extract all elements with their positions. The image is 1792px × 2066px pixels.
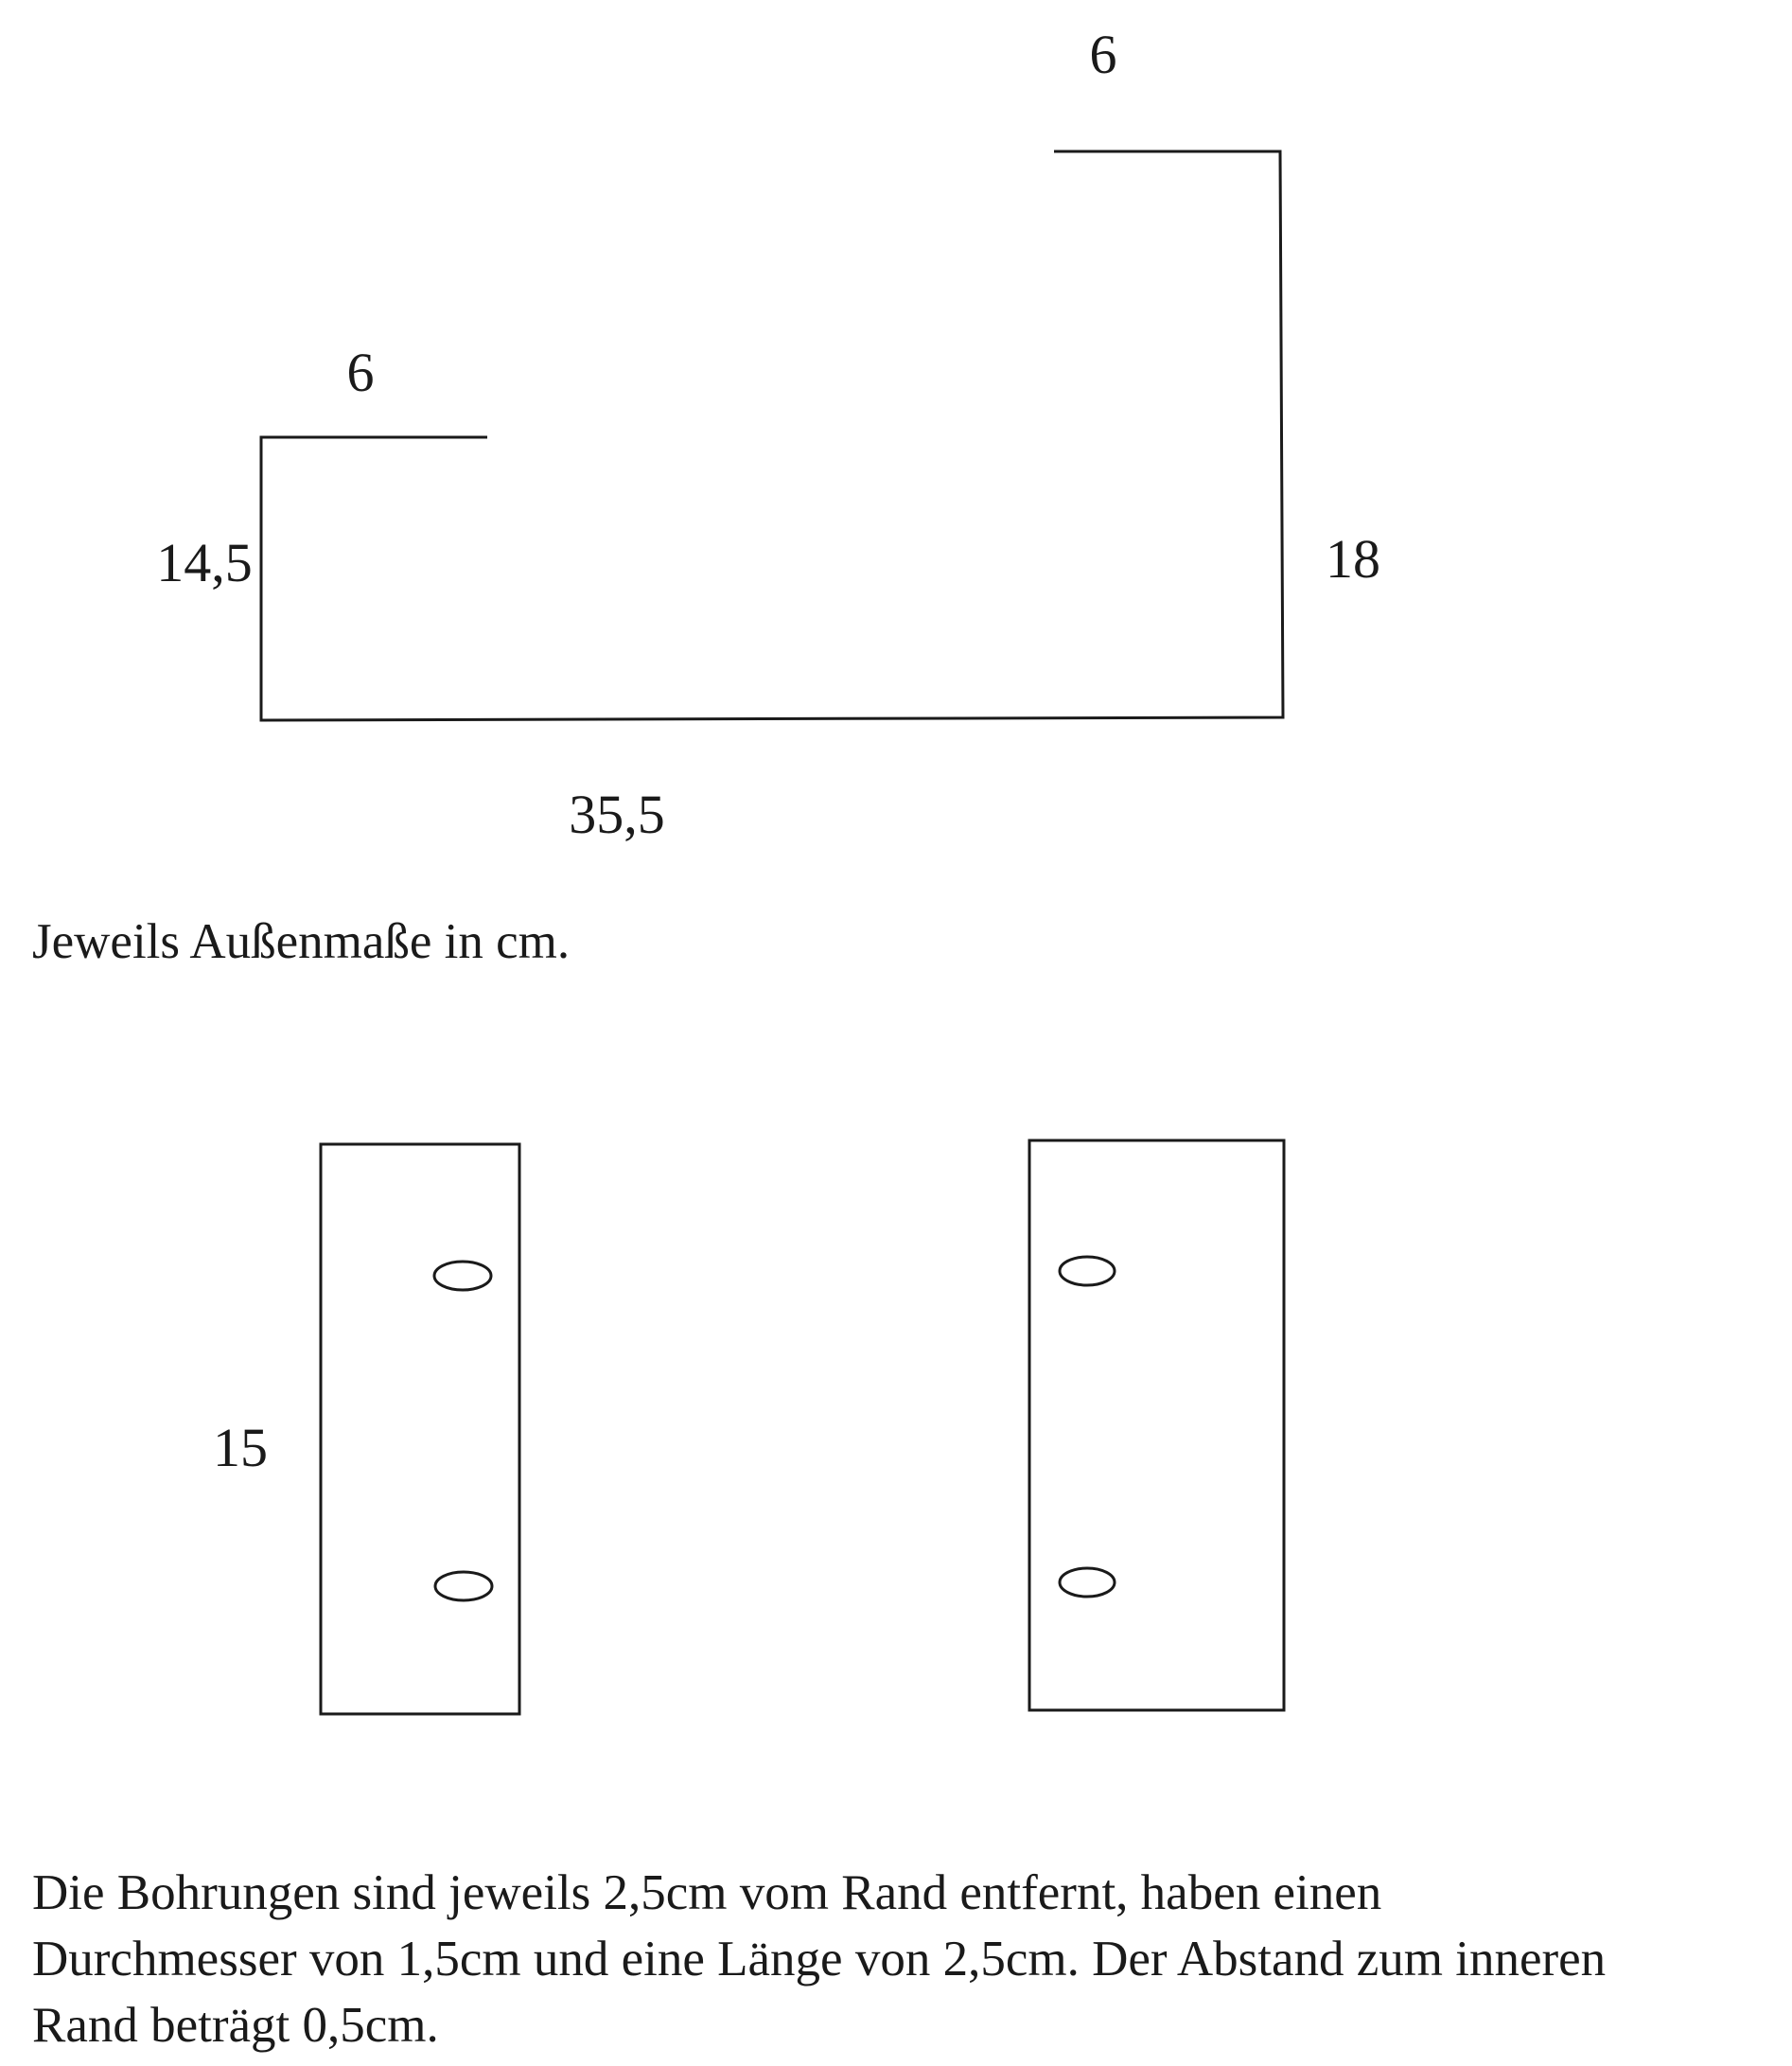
holes-note-line-3: Rand beträgt 0,5cm. bbox=[32, 1998, 439, 2053]
left-plate-hole-bottom bbox=[435, 1572, 492, 1600]
right-plate-hole-bottom bbox=[1060, 1568, 1115, 1597]
dim-bottom-length: 35,5 bbox=[569, 784, 665, 845]
holes-note-line-2: Durchmesser von 1,5cm und eine Länge von 2,5cm. Der Abstand zum inneren bbox=[32, 1932, 1607, 1987]
dim-left-height: 14,5 bbox=[156, 532, 253, 593]
profile-outline bbox=[261, 151, 1283, 720]
dim-right-height: 18 bbox=[1326, 528, 1380, 590]
holes-note bbox=[32, 1860, 1783, 2058]
outer-dimensions-note: Jeweils Außenmaße in cm. bbox=[32, 914, 571, 969]
dim-top-right-flange: 6 bbox=[1089, 24, 1117, 85]
dim-top-left-flange: 6 bbox=[346, 342, 375, 403]
right-plate-hole-top bbox=[1060, 1257, 1115, 1285]
left-plate-hole-top bbox=[434, 1262, 491, 1290]
left-plate bbox=[321, 1144, 519, 1714]
holes-note-line-1: Die Bohrungen sind jeweils 2,5cm vom Rand entfernt, haben einen bbox=[32, 1865, 1382, 1920]
dim-plate-height: 15 bbox=[213, 1417, 268, 1478]
right-plate bbox=[1029, 1140, 1284, 1710]
